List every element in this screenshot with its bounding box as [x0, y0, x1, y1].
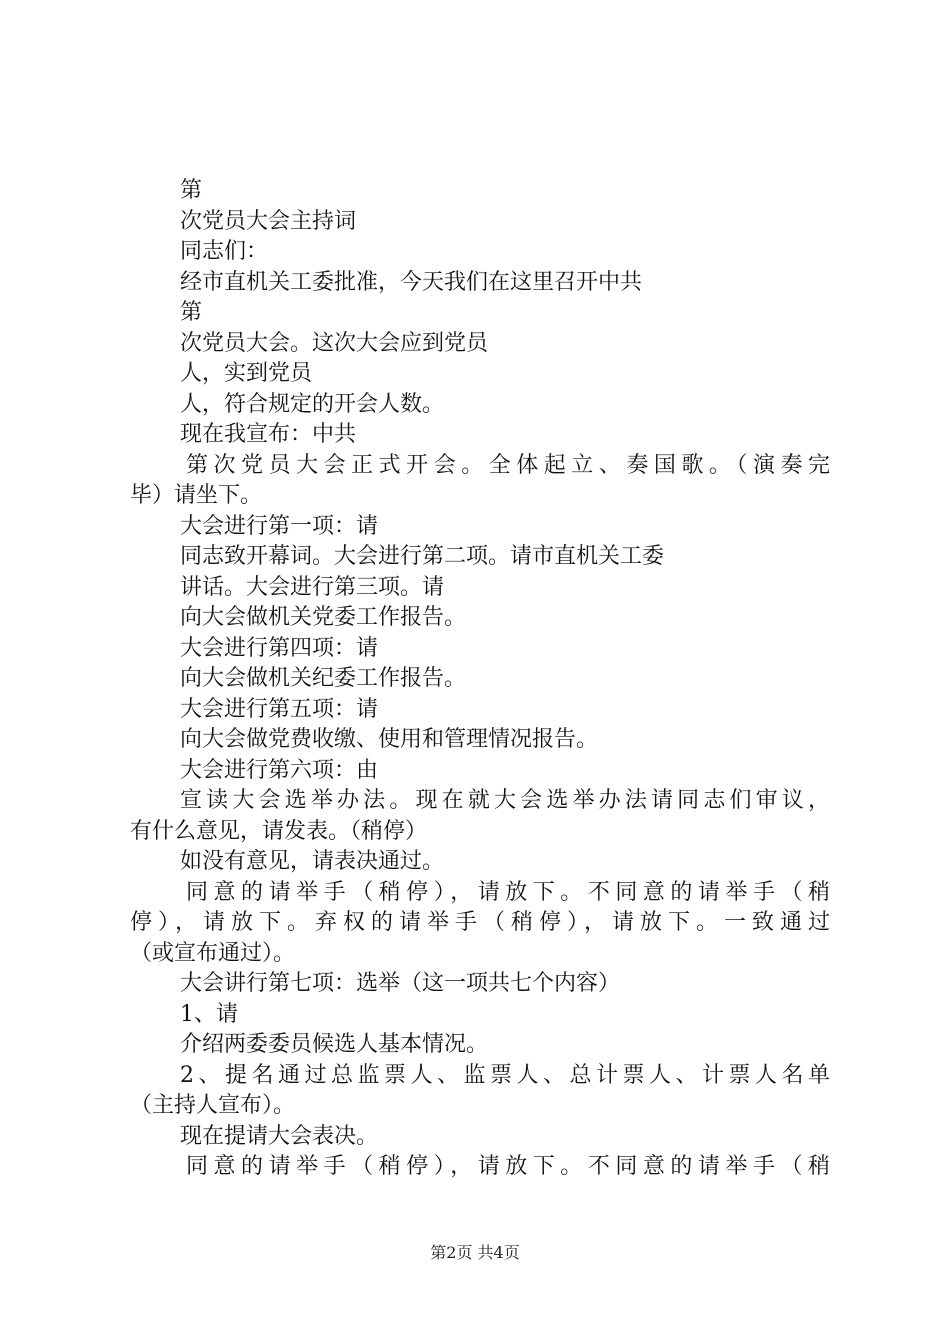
text-line: 现在提请大会表决。 [180, 1123, 379, 1149]
text-line: 次党员大会主持词 [180, 208, 357, 234]
text-line: 人，符合规定的开会人数。 [180, 391, 445, 417]
text-line: 讲话。大会进行第三项。请 [180, 574, 445, 600]
text-line: （或宣布通过）。 [130, 940, 296, 966]
text-line: 同意的请举手（稍停），请放下。不同意的请举手（稍 [186, 879, 830, 905]
text-line: 有什么意见，请发表。（稍停） [130, 818, 428, 844]
text-line: 如没有意见，请表决通过。 [180, 849, 445, 874]
text-line: 大会进行第六项：由 [180, 757, 379, 783]
page-footer: 第2页 共4页 [430, 1243, 520, 1262]
text-line: 第 [180, 178, 203, 203]
text-line: 大会进行第四项：请 [180, 635, 379, 661]
text-line: 向大会做机关纪委工作报告。 [180, 666, 467, 691]
text-line: 停），请放下。弃权的请举手（稍停），请放下。一致通过 [130, 910, 830, 935]
text-line: （主持人宣布）。 [130, 1093, 296, 1118]
text-line: 同意的请举手（稍停），请放下。不同意的请举手（稍 [186, 1154, 830, 1179]
text-line: 大会进行第一项：请 [180, 513, 379, 539]
text-line: 1、请 [180, 1001, 238, 1027]
text-line: 向大会做机关党委工作报告。 [180, 605, 467, 630]
text-line: 大会进行第五项：请 [180, 696, 379, 722]
text-line: 人，实到党员 [180, 361, 313, 386]
text-line: 现在我宣布：中共 [180, 422, 357, 447]
text-line: 次党员大会。这次大会应到党员 [180, 330, 489, 356]
text-line: 大会讲行第七项：选举（这一项共七个内容） [180, 971, 621, 996]
text-line: 毕）请坐下。 [130, 483, 263, 508]
text-line: 第次党员大会正式开会。全体起立、奏国歌。（演奏完 [186, 452, 830, 478]
text-line: 宣读大会选举办法。现在就大会选举办法请同志们审议， [180, 788, 830, 813]
text-line: 向大会做党费收缴、使用和管理情况报告。 [180, 727, 599, 752]
text-line: 介绍两委委员候选人基本情况。 [180, 1032, 489, 1057]
text-line: 同志致开幕词。大会进行第二项。请市直机关工委 [180, 544, 665, 569]
text-line: 第 [180, 300, 203, 325]
text-line: 2、提名通过总监票人、监票人、总计票人、计票人名单 [180, 1062, 830, 1088]
text-line: 同志们： [180, 239, 269, 264]
text-line: 经市直机关工委批准，今天我们在这里召开中共 [180, 269, 643, 295]
document-body [130, 176, 830, 1183]
